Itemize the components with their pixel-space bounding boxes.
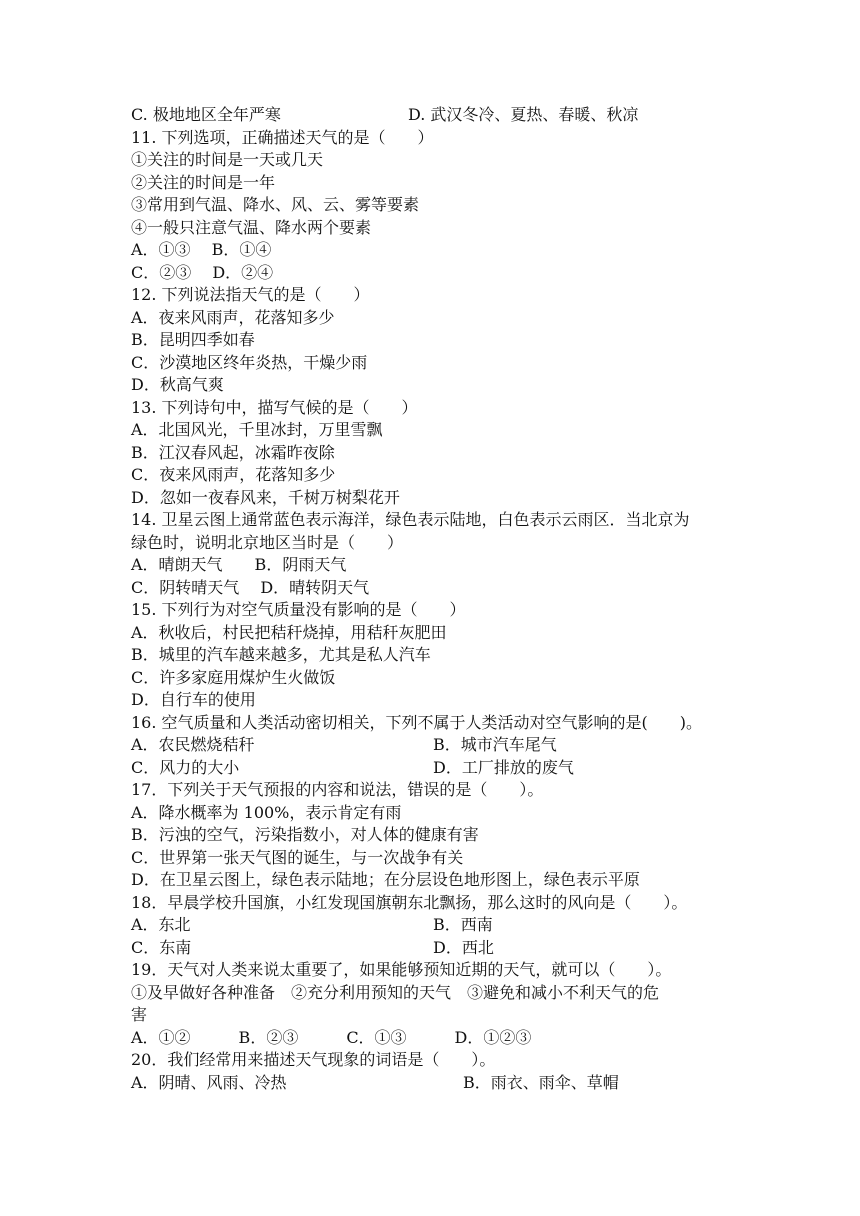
option-second-column: D．西北 [433,938,494,957]
question-line: A．降水概率为 100%，表示肯定有雨 [131,803,402,822]
question-line: C．世界第一张天气图的诞生，与一次战争有关 [131,848,464,867]
question-line: A．夜来风雨声，花落知多少 [131,308,335,327]
question-line: 17．下列关于天气预报的内容和说法，错误的是（ ）。 [131,780,544,799]
question-line: 16. 空气质量和人类活动密切相关，下列不属于人类活动对空气影响的是( )。 [131,713,703,732]
option-second-column: B．西南 [433,915,493,934]
question-line-text: A．阴晴、风雨、冷热 [131,1073,287,1092]
question-line: ③常用到气温、降水、风、云、雾等要素 [131,195,420,214]
question-line [131,1072,619,1094]
question-line-text: C. 极地地区全年严寒 [131,105,281,124]
question-line: 14. 卫星云图上通常蓝色表示海洋，绿色表示陆地，白色表示云雨区．当北京为 [131,510,690,529]
question-line [131,757,574,779]
question-line: A．北国风光，千里冰封，万里雪飘 [131,420,383,439]
question-line: A．①② B．②③ C．①③ D．①②③ [131,1028,532,1047]
question-line: C．②③ D．②④ [131,263,274,282]
question-line: C．夜来风雨声，花落知多少 [131,465,336,484]
option-second-column: D．工厂排放的废气 [433,758,574,777]
question-line: B．城里的汽车越来越多，尤其是私人汽车 [131,645,431,664]
question-line: D．秋高气爽 [131,375,224,394]
question-line: B．污浊的空气，污染指数小，对人体的健康有害 [131,825,479,844]
question-line: 绿色时，说明北京地区当时是（ ） [131,533,404,552]
question-line: D．自行车的使用 [131,690,256,709]
question-line: 18．早晨学校升国旗，小红发现国旗朝东北飘扬，那么这时的风向是（ ）。 [131,893,688,912]
question-line: A．秋收后，村民把秸秆烧掉，用秸秆灰肥田 [131,623,447,642]
question-line-text: C．风力的大小 [131,758,240,777]
question-line: ①及早做好各种准备 ②充分利用预知的天气 ③避免和减小不利天气的危 [131,983,660,1002]
option-second-column: D. 武汉冬冷、夏热、春暖、秋凉 [408,105,639,124]
question-line: B．昆明四季如春 [131,330,255,349]
question-line: D．在卫星云图上，绿色表示陆地；在分层设色地形图上，绿色表示平原 [131,870,640,889]
question-line: ④一般只注意气温、降水两个要素 [131,218,372,237]
question-line: ②关注的时间是一年 [131,173,276,192]
question-line: 害 [131,1005,148,1024]
question-line: D．忽如一夜春风来，千树万树梨花开 [131,488,400,507]
question-line-text: A．东北 [131,915,191,934]
question-line-text: C．东南 [131,938,192,957]
question-line: 15. 下列行为对空气质量没有影响的是（ ） [131,600,466,619]
question-line-text: A．农民燃烧秸秆 [131,735,255,754]
question-line: 20．我们经常用来描述天气现象的词语是（ ）。 [131,1050,496,1069]
question-line [131,937,494,959]
question-line [131,734,557,756]
option-second-column: B．雨衣、雨伞、草帽 [463,1073,619,1092]
question-line: B．江汉春风起，冰霜昨夜除 [131,443,335,462]
question-line: A．晴朗天气 B．阴雨天气 [131,555,347,574]
question-line: 19．天气对人类来说太重要了，如果能够预知近期的天气，就可以（ ）。 [131,960,672,979]
question-line: C．阴转晴天气 D．晴转阴天气 [131,578,370,597]
question-line: 12. 下列说法指天气的是（ ） [131,285,370,304]
question-line: A．①③ B．①④ [131,240,272,259]
question-line: ①关注的时间是一天或几天 [131,150,324,169]
question-line: 11. 下列选项，正确描述天气的是（ ） [131,128,434,147]
question-line: C．沙漠地区终年炎热，干燥少雨 [131,353,368,372]
question-line: 13. 下列诗句中，描写气候的是（ ） [131,398,418,417]
option-second-column: B．城市汽车尾气 [433,735,557,754]
question-line [131,914,493,936]
question-line: C．许多家庭用煤炉生火做饭 [131,668,336,687]
question-line [131,104,639,126]
